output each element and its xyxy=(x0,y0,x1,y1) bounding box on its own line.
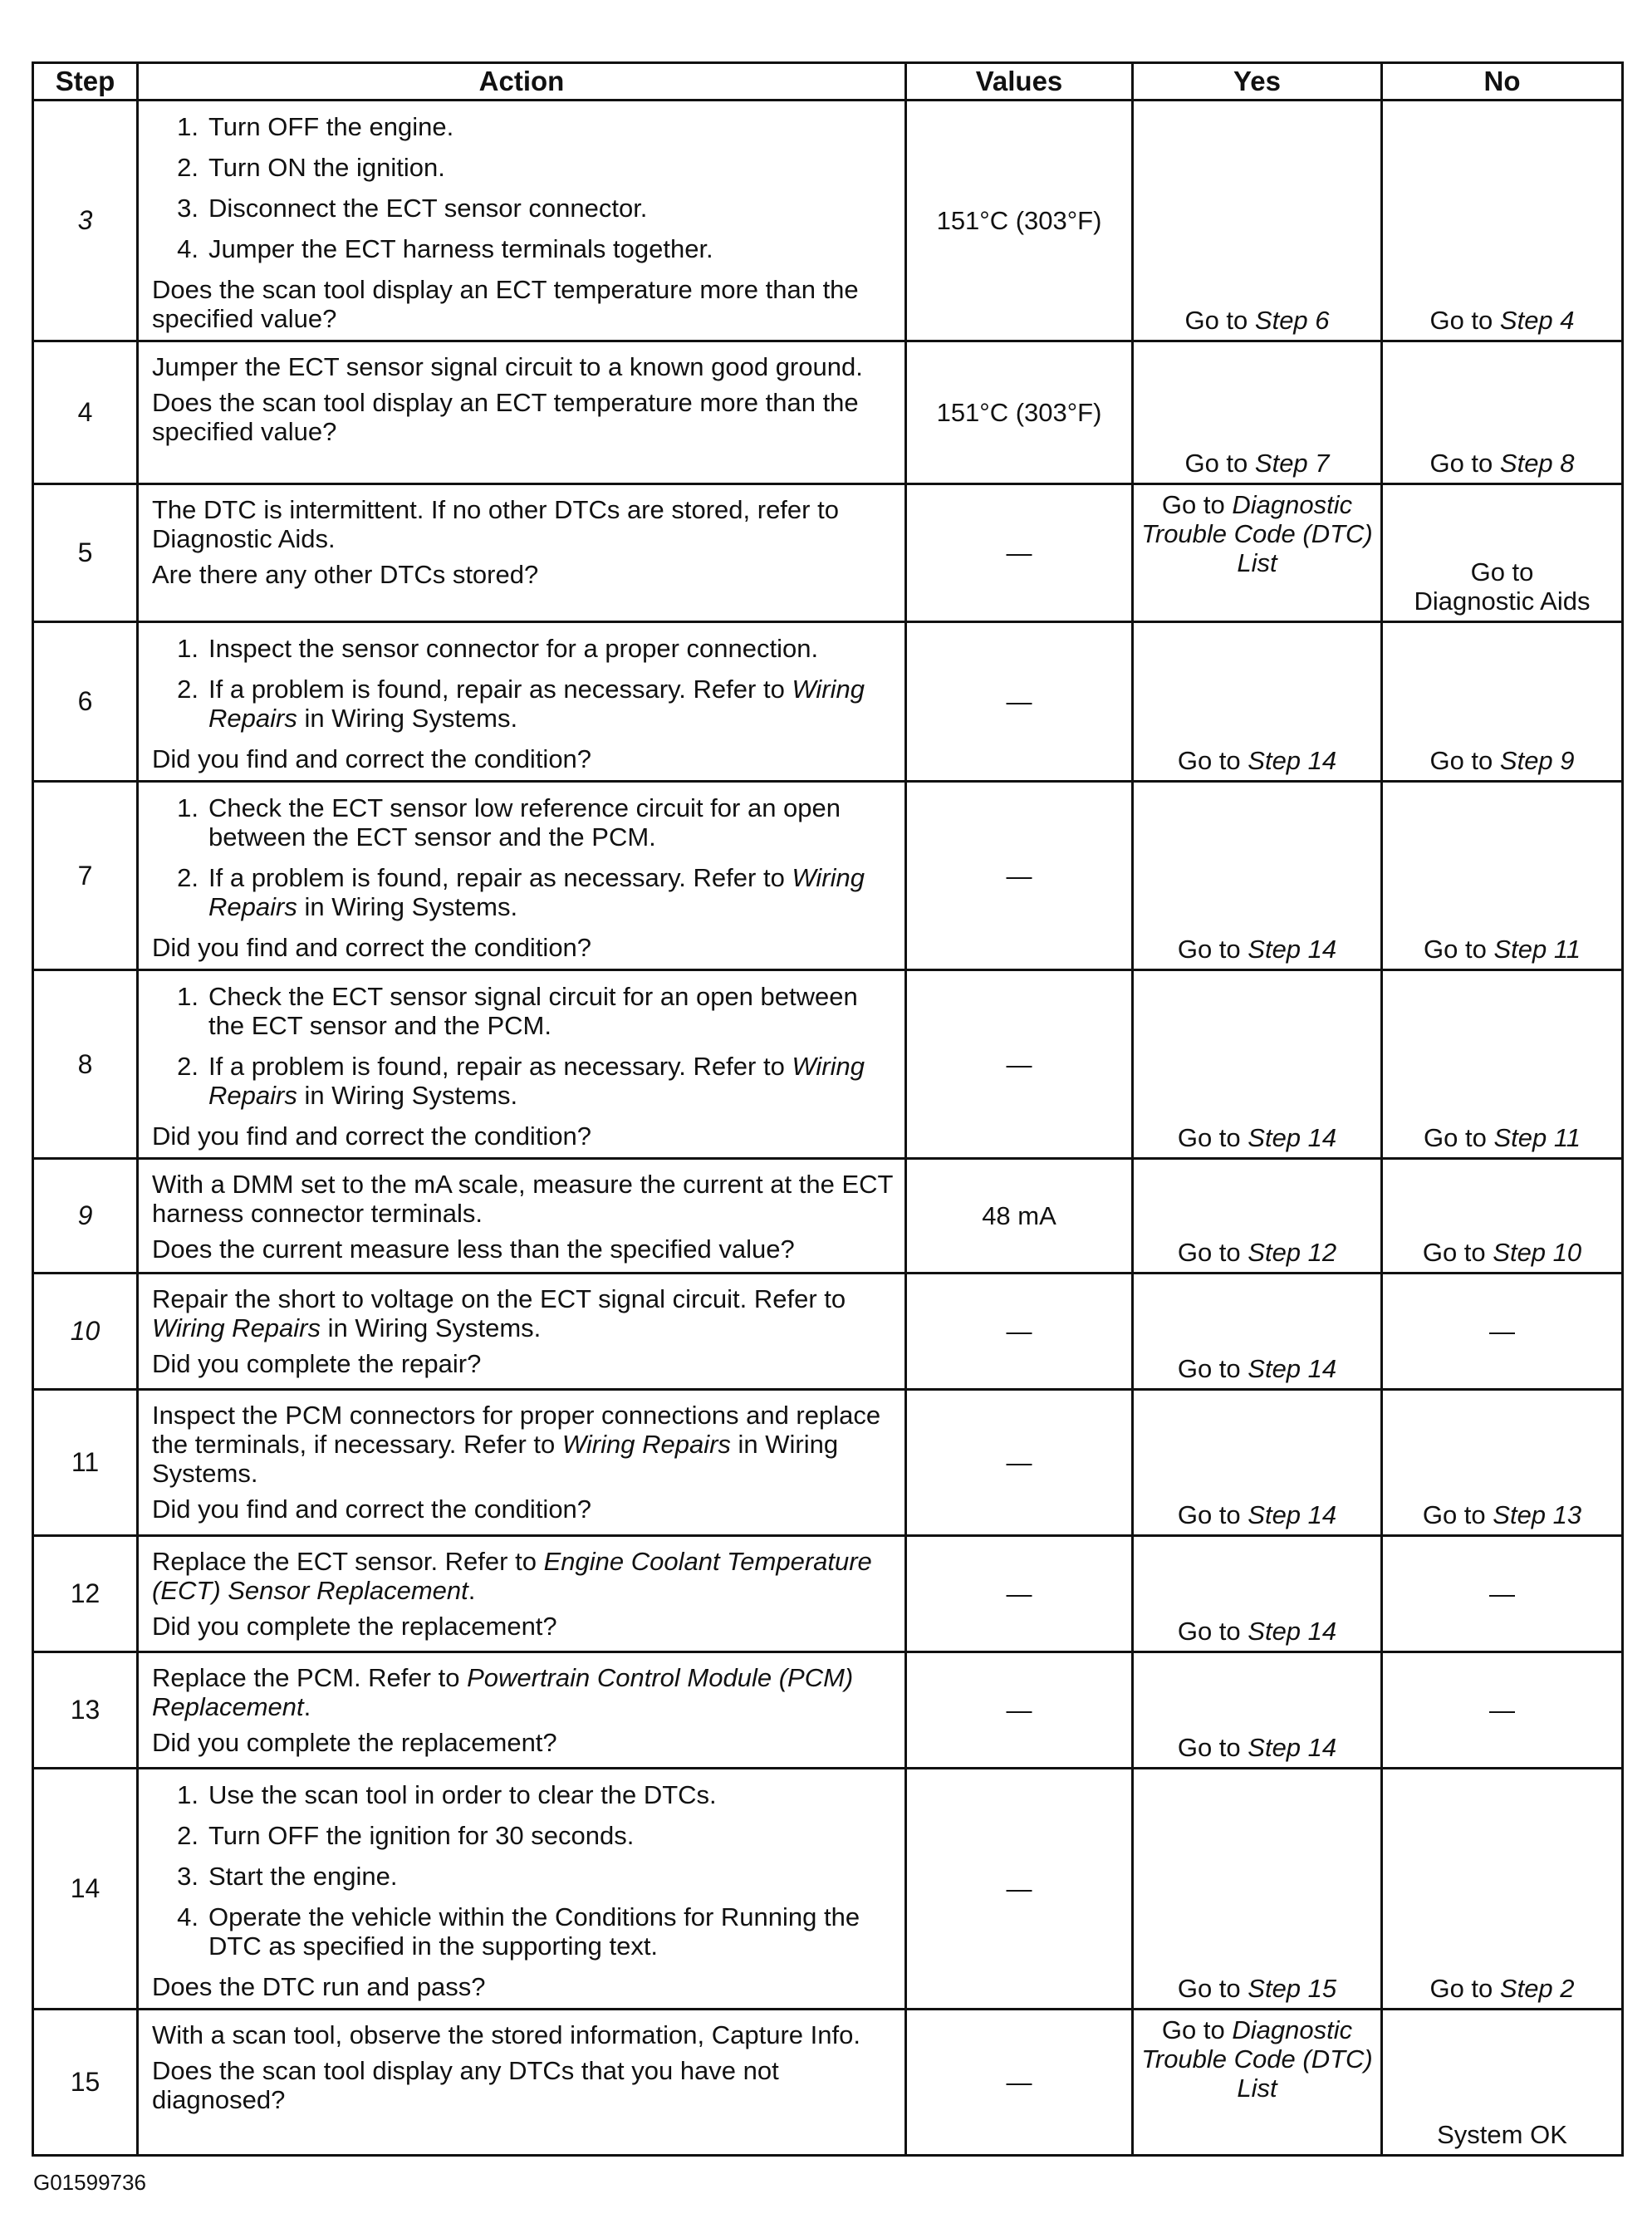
action-cell xyxy=(138,1274,906,1390)
no-cell: System OK xyxy=(1382,2010,1623,2156)
no-cell: — xyxy=(1382,1536,1623,1652)
header-action: Action xyxy=(138,63,906,101)
step-number: 12 xyxy=(33,1536,138,1652)
value-cell: — xyxy=(906,2010,1133,2156)
diagnostic-table xyxy=(32,61,1624,2157)
action-question: Does the scan tool display any DTCs that you have not diagnosed? xyxy=(152,2056,779,2114)
step-number: 14 xyxy=(33,1769,138,2010)
action-cell xyxy=(138,970,906,1159)
action-item: 2. Turn OFF the ignition for 30 seconds. xyxy=(177,1821,635,1850)
action-item: 2. If a problem is found, repair as necessary. Refer to Wiring Repairs in Wiring Systems. xyxy=(177,675,865,733)
action-cell xyxy=(138,1536,906,1652)
table-row-step-8 xyxy=(33,970,1623,1159)
action-text: Jumper the ECT sensor signal circuit to a known good ground. xyxy=(152,352,863,381)
action-cell xyxy=(138,1390,906,1536)
action-cell xyxy=(138,1652,906,1769)
table-row-step-7 xyxy=(33,782,1623,970)
value-cell: — xyxy=(906,1769,1133,2010)
step-number: 6 xyxy=(33,622,138,782)
table-row-step-6 xyxy=(33,622,1623,782)
action-item: 1. Turn OFF the engine. xyxy=(177,112,454,141)
action-item: 2. If a problem is found, repair as necessary. Refer to Wiring Repairs in Wiring Systems. xyxy=(177,863,865,921)
action-question: Does the scan tool display an ECT temperature more than the specified value? xyxy=(152,388,859,446)
value-cell: — xyxy=(906,622,1133,782)
action-cell xyxy=(138,484,906,622)
value-cell: 151°C (303°F) xyxy=(906,101,1133,341)
action-text: Repair the short to voltage on the ECT signal circuit. Refer to Wiring Repairs in Wiring Systems. xyxy=(152,1284,846,1342)
value-cell: — xyxy=(906,484,1133,622)
value-cell: 48 mA xyxy=(906,1159,1133,1274)
header-no: No xyxy=(1382,63,1623,101)
value-cell: — xyxy=(906,1652,1133,1769)
table-row-step-14 xyxy=(33,1769,1623,2010)
action-cell xyxy=(138,1159,906,1274)
step-number: 11 xyxy=(33,1390,138,1536)
header-step: Step xyxy=(33,63,138,101)
action-question: Does the scan tool display an ECT temperature more than the specified value? xyxy=(152,275,859,333)
yes-cell: Go to Step 14 xyxy=(1133,1390,1382,1536)
header-yes: Yes xyxy=(1133,63,1382,101)
action-cell xyxy=(138,622,906,782)
no-cell: Go to Step 2 xyxy=(1382,1769,1623,2010)
table-row-step-13 xyxy=(33,1652,1623,1769)
action-question: Did you find and correct the condition? xyxy=(152,1494,592,1524)
table-row-step-12 xyxy=(33,1536,1623,1652)
step-number: 8 xyxy=(33,970,138,1159)
action-cell xyxy=(138,101,906,341)
step-number: 3 xyxy=(33,101,138,341)
action-question: Did you complete the replacement? xyxy=(152,1728,557,1757)
diagnostic-table-container xyxy=(32,61,1621,2157)
value-cell: — xyxy=(906,1274,1133,1390)
table-row-step-10 xyxy=(33,1274,1623,1390)
table-row-step-3 xyxy=(33,101,1623,341)
action-item: 2. Turn ON the ignition. xyxy=(177,153,445,182)
action-question: Did you find and correct the condition? xyxy=(152,744,592,773)
action-item: 3. Disconnect the ECT sensor connector. xyxy=(177,194,648,223)
value-cell: — xyxy=(906,1536,1133,1652)
table-row-step-9 xyxy=(33,1159,1623,1274)
figure-id: G01599736 xyxy=(33,2170,146,2195)
value-cell: — xyxy=(906,1390,1133,1536)
action-question: Are there any other DTCs stored? xyxy=(152,560,539,589)
step-number: 9 xyxy=(33,1159,138,1274)
no-cell: Go to Step 13 xyxy=(1382,1390,1623,1536)
yes-cell: Go to Step 14 xyxy=(1133,1274,1382,1390)
header-values: Values xyxy=(906,63,1133,101)
step-number: 7 xyxy=(33,782,138,970)
action-item: 4. Operate the vehicle within the Conditions for Running the DTC as specified in the supporting text. xyxy=(177,1902,860,1961)
action-cell xyxy=(138,1769,906,2010)
action-item: 2. If a problem is found, repair as necessary. Refer to Wiring Repairs in Wiring Systems. xyxy=(177,1052,865,1110)
action-question: Does the current measure less than the specified value? xyxy=(152,1234,795,1264)
action-text: Inspect the PCM connectors for proper connections and replace the terminals, if necessary. Refer to Wiring Repairs in Wiring Systems. xyxy=(152,1401,881,1488)
yes-cell: Go to Step 7 xyxy=(1133,341,1382,484)
yes-cell: Go to Step 14 xyxy=(1133,1536,1382,1652)
no-cell: Go to Diagnostic Aids xyxy=(1382,484,1623,622)
yes-cell: Go to Diagnostic Trouble Code (DTC) List xyxy=(1133,2010,1382,2156)
yes-cell: Go to Step 6 xyxy=(1133,101,1382,341)
step-number: 5 xyxy=(33,484,138,622)
table-row-step-5 xyxy=(33,484,1623,622)
no-cell: Go to Step 4 xyxy=(1382,101,1623,341)
action-item: 1. Check the ECT sensor low reference circuit for an open between the ECT sensor and the PCM. xyxy=(177,793,841,852)
step-number: 4 xyxy=(33,341,138,484)
yes-cell: Go to Step 14 xyxy=(1133,970,1382,1159)
step-number: 15 xyxy=(33,2010,138,2156)
yes-cell: Go to Step 14 xyxy=(1133,622,1382,782)
yes-cell: Go to Step 12 xyxy=(1133,1159,1382,1274)
action-cell xyxy=(138,2010,906,2156)
no-cell: Go to Step 8 xyxy=(1382,341,1623,484)
yes-cell: Go to Step 14 xyxy=(1133,1652,1382,1769)
table-row-step-15 xyxy=(33,2010,1623,2156)
action-item: 1. Use the scan tool in order to clear the DTCs. xyxy=(177,1780,717,1809)
action-text: Replace the PCM. Refer to Powertrain Control Module (PCM) Replacement. xyxy=(152,1663,854,1721)
action-item: 1. Check the ECT sensor signal circuit for an open between the ECT sensor and the PCM. xyxy=(177,982,858,1040)
action-cell xyxy=(138,782,906,970)
step-number: 13 xyxy=(33,1652,138,1769)
table-row-step-11 xyxy=(33,1390,1623,1536)
yes-cell: Go to Step 15 xyxy=(1133,1769,1382,2010)
no-cell: — xyxy=(1382,1274,1623,1390)
action-question: Does the DTC run and pass? xyxy=(152,1972,486,2001)
no-cell: Go to Step 9 xyxy=(1382,622,1623,782)
value-cell: 151°C (303°F) xyxy=(906,341,1133,484)
action-text: With a scan tool, observe the stored information, Capture Info. xyxy=(152,2020,860,2049)
value-cell: — xyxy=(906,782,1133,970)
action-question: Did you complete the repair? xyxy=(152,1349,482,1378)
value-cell: — xyxy=(906,970,1133,1159)
action-cell xyxy=(138,341,906,484)
action-question: Did you find and correct the condition? xyxy=(152,1121,592,1151)
no-cell: Go to Step 11 xyxy=(1382,782,1623,970)
action-text: Replace the ECT sensor. Refer to Engine Coolant Temperature (ECT) Sensor Replacement. xyxy=(152,1547,872,1605)
yes-cell: Go to Diagnostic Trouble Code (DTC) List xyxy=(1133,484,1382,622)
table-row-step-4 xyxy=(33,341,1623,484)
no-cell: Go to Step 11 xyxy=(1382,970,1623,1159)
action-item: 3. Start the engine. xyxy=(177,1862,398,1891)
action-text: The DTC is intermittent. If no other DTCs are stored, refer to Diagnostic Aids. xyxy=(152,495,839,553)
action-item: 4. Jumper the ECT harness terminals together. xyxy=(177,234,713,263)
action-question: Did you find and correct the condition? xyxy=(152,933,592,962)
yes-cell: Go to Step 14 xyxy=(1133,782,1382,970)
action-text: With a DMM set to the mA scale, measure the current at the ECT harness connector terminals. xyxy=(152,1170,893,1228)
step-number: 10 xyxy=(33,1274,138,1390)
no-cell: — xyxy=(1382,1652,1623,1769)
action-question: Did you complete the replacement? xyxy=(152,1612,557,1641)
no-cell: Go to Step 10 xyxy=(1382,1159,1623,1274)
header-row xyxy=(33,63,1623,101)
action-item: 1. Inspect the sensor connector for a proper connection. xyxy=(177,634,819,663)
